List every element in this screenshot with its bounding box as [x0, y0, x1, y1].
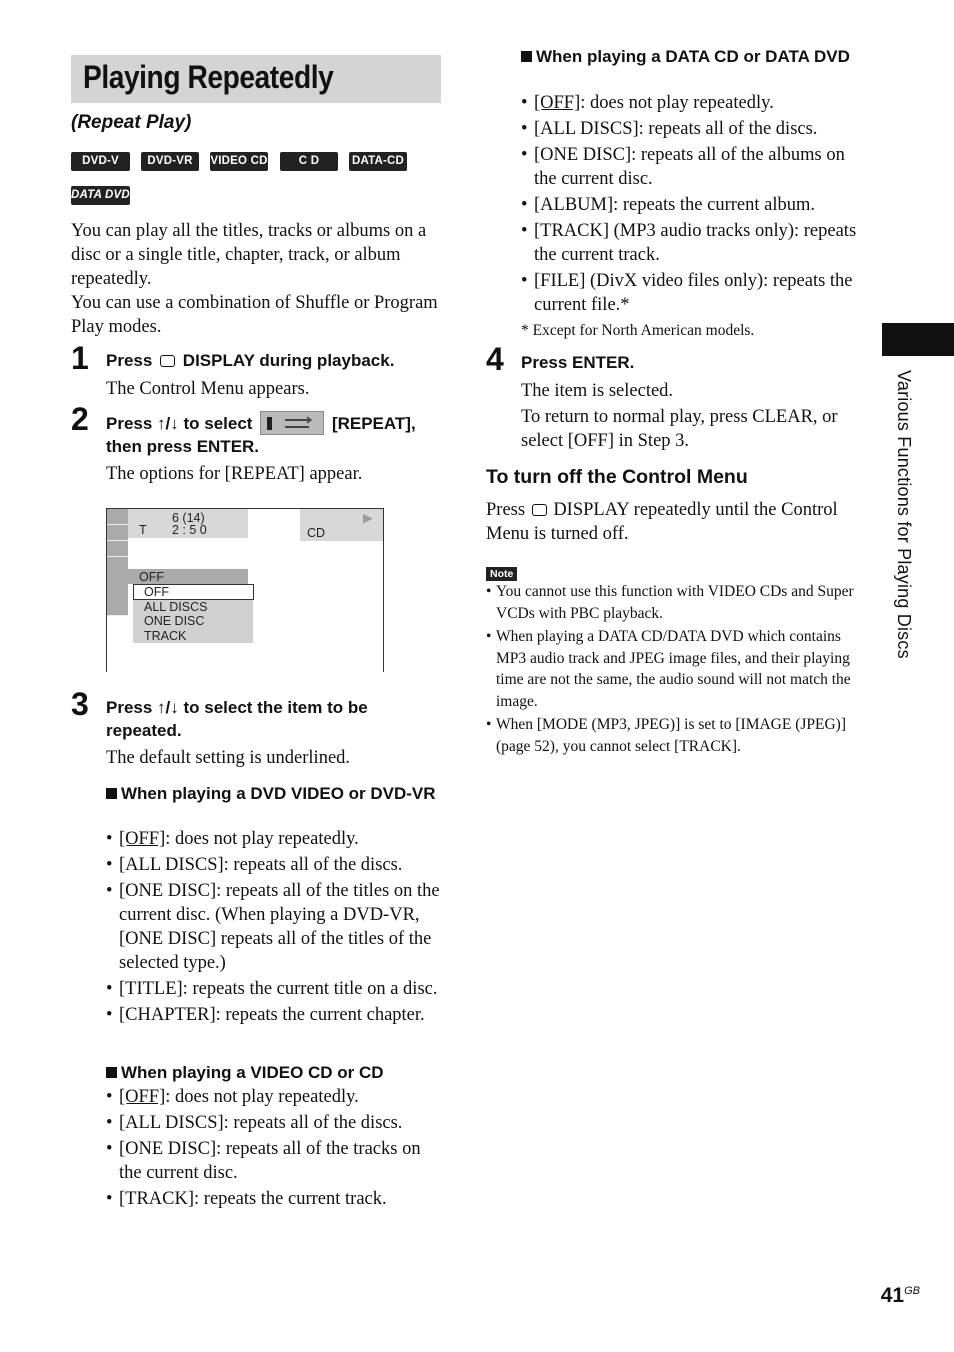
list-item: • [ONE DISC]: repeats all of the tracks on the current disc.	[106, 1137, 446, 1185]
step-1-number: 1	[71, 340, 89, 376]
menu-icon-3	[107, 541, 128, 557]
list-item: • When playing a DATA CD/DATA DVD which contains MP3 audio track and JPEG image files, and their playing time are not the same, the audio sound will not match the image.	[486, 626, 856, 712]
list-item: • [ONE DISC]: repeats all of the titles on the current disc. (When playing a DVD-VR, [ONE DISC] repeats all of the titles of the selected type.)	[106, 879, 446, 975]
badge-dvd-v: DVD-V	[71, 152, 130, 171]
dvd-section-heading: When playing a DVD VIDEO or DVD-VR	[106, 783, 446, 805]
menu-icon-6	[107, 585, 128, 601]
osd-disc-type: CD	[307, 526, 326, 540]
page-number: $41^{GB}$	[880, 1284, 920, 1307]
display-icon	[160, 355, 175, 367]
dvd-options-list	[106, 827, 446, 1027]
page-subtitle: (Repeat Play)	[71, 112, 192, 133]
osd-option-all-discs[interactable]: ALL DISCS	[144, 600, 208, 614]
footnote: * Except for North American models.	[521, 322, 755, 339]
note-list	[486, 581, 856, 757]
osd-current-setting: OFF	[139, 570, 164, 584]
square-bullet-icon	[521, 51, 532, 62]
square-bullet-icon	[106, 788, 117, 799]
list-item: • [OFF]: does not play repeatedly.	[106, 827, 446, 851]
repeat-menu-screen	[106, 508, 384, 672]
osd-time-label: T	[139, 523, 147, 537]
side-tab-label: Various Functions for Playing Discs	[894, 370, 914, 659]
badge-cd: C D	[280, 152, 338, 171]
display-icon	[532, 504, 547, 516]
step-3-heading: Press ↑/↓ to select the item to be repeated.	[106, 698, 368, 740]
list-item: • [ALL DISCS]: repeats all of the discs.	[106, 1111, 446, 1135]
badge-data-dvd: DATA DVD	[71, 186, 130, 205]
list-item: • [TRACK]: repeats the current track.	[106, 1187, 446, 1211]
list-item: • [ALBUM]: repeats the current album.	[521, 193, 861, 217]
data-options-list	[521, 91, 861, 317]
osd-time: 2 : 5 0	[172, 523, 207, 537]
osd-track: 6 (14)	[172, 511, 205, 525]
step-1-heading: Press DISPLAY during playback.	[106, 351, 395, 370]
step-2-body: The options for [REPEAT] appear.	[106, 464, 363, 484]
menu-icon-1	[107, 509, 128, 525]
osd-option-track[interactable]: TRACK	[144, 629, 187, 643]
vcd-section-heading: When playing a VIDEO CD or CD	[106, 1062, 446, 1084]
control-menu-body: Press DISPLAY repeatedly until the Control Menu is turned off.	[486, 500, 838, 544]
step-1-body: The Control Menu appears.	[106, 379, 310, 399]
list-item: • When [MODE (MP3, JPEG)] is set to [IMAGE (JPEG)] (page 52), you cannot select [TRACK].	[486, 714, 856, 757]
data-section-heading: When playing a DATA CD or DATA DVD	[521, 46, 856, 68]
badge-video-cd: VIDEO CD	[210, 152, 268, 171]
list-item: • [OFF]: does not play repeatedly.	[106, 1085, 446, 1109]
osd-option-one-disc[interactable]: ONE DISC	[144, 614, 205, 628]
list-item: • [CHAPTER]: repeats the current chapter.	[106, 1003, 446, 1027]
menu-icon-2	[107, 525, 128, 541]
list-item: • [ALL DISCS]: repeats all of the discs.	[106, 853, 446, 877]
menu-icon-5	[107, 570, 128, 586]
note-label: Note	[486, 564, 517, 582]
step-4-body: The item is selected. To return to normal play, press CLEAR, or select [OFF] in Step 3.	[521, 381, 838, 451]
intro-text: You can play all the titles, tracks or albums on a disc or a single title, chapter, track, or album repeatedly. You can use a combination of Shuffle or Program Play modes.	[71, 221, 438, 337]
list-item: • [ONE DISC]: repeats all of the albums on the current disc.	[521, 143, 861, 191]
step-3-body: The default setting is underlined.	[106, 748, 351, 768]
osd-option-off[interactable]: OFF	[144, 585, 169, 599]
list-item: • [OFF]: does not play repeatedly.	[521, 91, 861, 115]
step-4-number: 4	[486, 341, 504, 377]
badge-data-cd: DATA-CD	[349, 152, 407, 171]
list-item: • [TRACK] (MP3 audio tracks only): repeats the current track.	[521, 219, 861, 267]
page-title: Playing Repeatedly	[71, 55, 441, 103]
badge-dvd-vr: DVD-VR	[141, 152, 199, 171]
step-2-number: 2	[71, 401, 89, 437]
repeat-icon	[260, 411, 324, 435]
list-item: • You cannot use this function with VIDEO CDs and Super VCDs with PBC playback.	[486, 581, 856, 624]
vcd-options-list	[106, 1085, 446, 1211]
list-item: • [TITLE]: repeats the current title on a disc.	[106, 977, 446, 1001]
step-3-number: 3	[71, 686, 89, 722]
play-icon: ▶	[363, 511, 373, 525]
menu-icon-7	[107, 600, 128, 616]
square-bullet-icon	[106, 1067, 117, 1078]
list-item: • [ALL DISCS]: repeats all of the discs.	[521, 117, 861, 141]
step-4-heading: Press ENTER.	[521, 353, 635, 372]
side-tab-marker	[882, 323, 954, 356]
control-menu-heading: To turn off the Control Menu	[486, 466, 748, 488]
list-item: • [FILE] (DivX video files only): repeats the current file.*	[521, 269, 861, 317]
step-2-heading: Press ↑/↓ to select [REPEAT], then press ENTER.	[106, 411, 451, 458]
